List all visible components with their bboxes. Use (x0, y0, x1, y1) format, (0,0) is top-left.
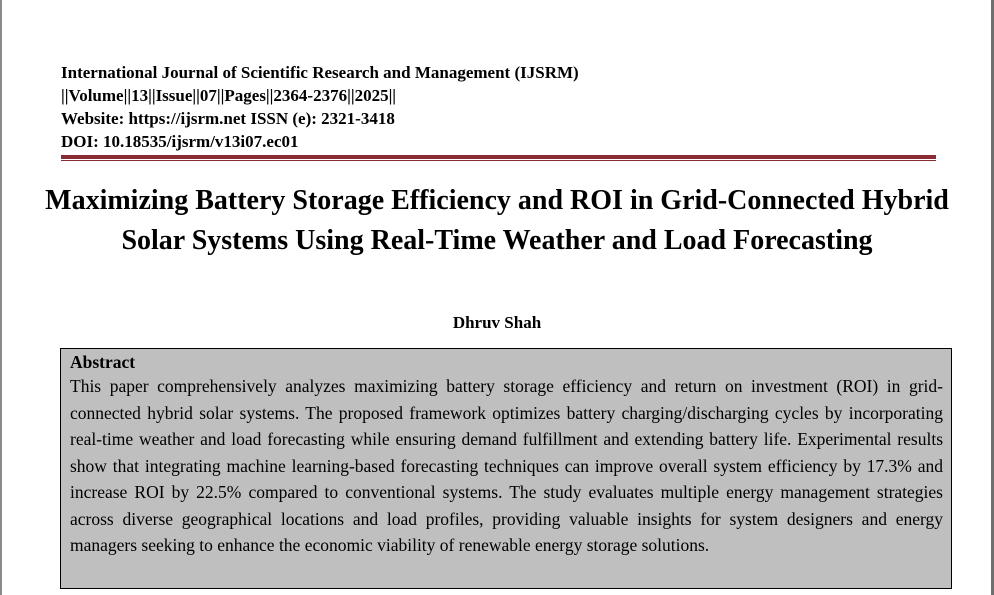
journal-doi: DOI: 10.18535/ijsrm/v13i07.ec01 (61, 132, 299, 151)
page-left-edge (0, 0, 2, 595)
journal-website-issn: Website: https://ijsrm.net ISSN (e): 2321-3418 (61, 109, 395, 128)
abstract-box (60, 348, 952, 589)
paper-author: Dhruv Shah (452, 313, 542, 332)
paper-title: Maximizing Battery Storage Efficiency and ROI in Grid-Connected Hybrid Solar Systems Using Real-Time Weather and Load Forecasting (45, 185, 949, 256)
journal-header (61, 61, 941, 153)
abstract-text: This paper comprehensively analyzes maximizing battery storage efficiency and return on investment (ROI) in grid-connected hybrid solar systems. The proposed framework optimizes battery charging/discharging cycles by incorporating real-time weather and load forecasting while ensuring demand fulfillment and extending battery life. Experimental results show that integrating machine learning-based forecasting techniques can improve overall system efficiency by 17.3% and increase ROI by 22.5% compared to conventional systems. The study evaluates multiple energy management strategies across diverse geographical locations and load profiles, providing valuable insights for system designers and energy managers seeking to enhance the economic viability of renewable energy storage solutions. (70, 376, 943, 555)
journal-volume-issue: ||Volume||13||Issue||07||Pages||2364-2376||2025|| (61, 86, 397, 105)
abstract-heading: Abstract (70, 352, 136, 372)
header-divider-thin (61, 160, 936, 161)
header-divider-thick (61, 155, 936, 159)
journal-name: International Journal of Scientific Research and Management (IJSRM) (61, 63, 579, 82)
